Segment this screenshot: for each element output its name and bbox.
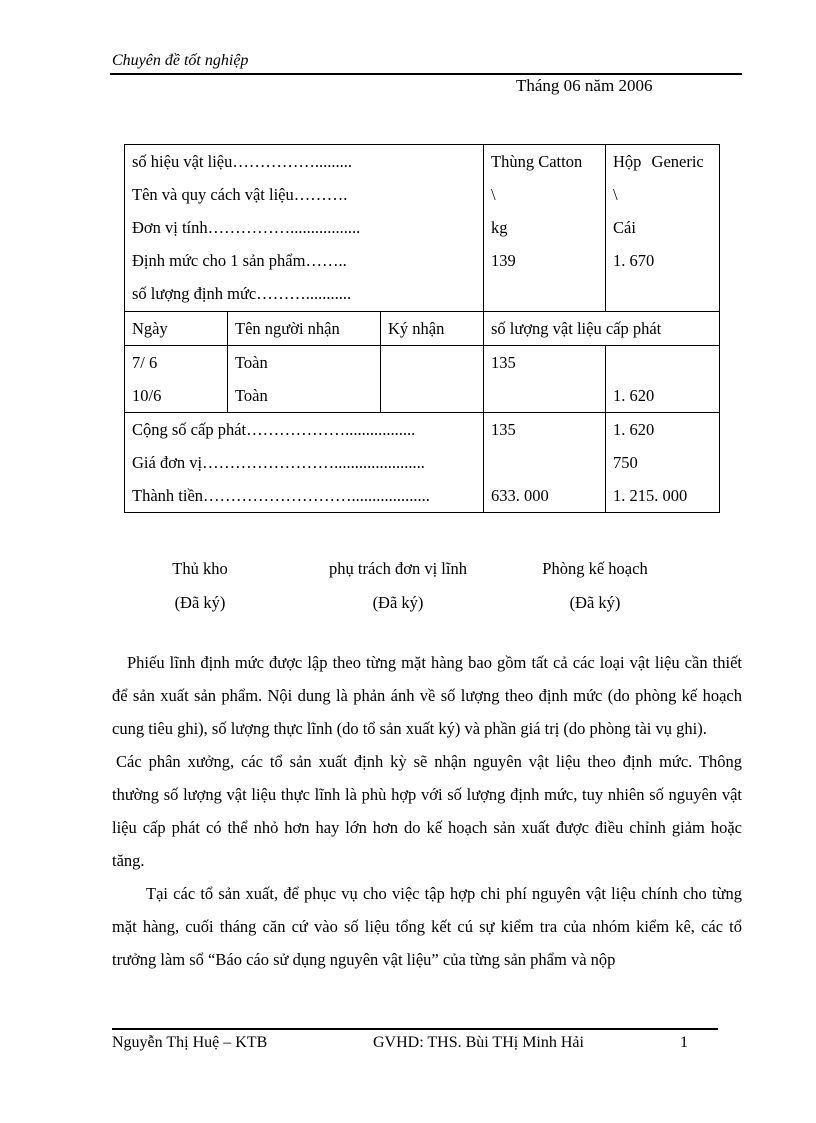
header-title: Chuyên đề tốt nghiệp xyxy=(112,52,249,69)
material-b-norm: 1. 670 xyxy=(613,251,655,270)
material-a-column xyxy=(484,145,606,312)
info-label: Đơn vị tính……………................. xyxy=(132,218,361,237)
paragraph-1: Phiếu lĩnh định mức được lập theo từng mặt hàng bao gồm tất cả các loại vật liệu cần thiết để sản xuất sản phẩm. Nội dung là phản ánh về số lượng theo định mức (do phòng kế hoạch cung tiêu ghi), số lượng thực lĩnh (do tổ sản xuất ký) và phần giá trị (do phòng tài vụ ghi). xyxy=(112,653,742,738)
signature-title: phụ trách đơn vị lĩnh xyxy=(329,559,467,578)
header-rule xyxy=(110,73,742,75)
material-a-spec: \ xyxy=(491,185,496,204)
material-b-unit: Cái xyxy=(613,218,636,237)
material-b-column xyxy=(606,145,720,312)
signature-planning xyxy=(520,552,670,620)
issue-receiver: Toàn xyxy=(235,353,268,372)
summary-a xyxy=(484,413,606,513)
signature-unit-head xyxy=(298,552,498,620)
footer-rule xyxy=(112,1028,718,1030)
issue-rows xyxy=(125,346,720,413)
signature-title: Thủ kho xyxy=(172,559,228,578)
footer-advisor: GVHD: THS. Bùi THị Minh Hải xyxy=(373,1034,584,1051)
material-a-name: Thùng Catton xyxy=(491,152,583,171)
info-label: Định mức cho 1 sản phẩm…….. xyxy=(132,251,347,270)
info-label: số lượng định mức………........... xyxy=(132,284,352,303)
summary-labels xyxy=(125,413,484,513)
issue-receiver: Toàn xyxy=(235,386,268,405)
issue-header-row xyxy=(125,312,720,346)
material-b-name: Hộp Generic xyxy=(613,152,704,171)
material-a-norm: 139 xyxy=(491,251,516,270)
summary-b-value: 1. 215. 000 xyxy=(613,486,688,505)
summary-row xyxy=(125,413,720,513)
signature-status: (Đã ký) xyxy=(174,593,226,612)
issue-signatures xyxy=(381,346,484,413)
summary-a-value: 135 xyxy=(491,420,516,439)
summary-a-value xyxy=(491,446,598,479)
page-number: 1 xyxy=(680,1034,688,1051)
material-info-labels xyxy=(125,145,484,312)
issue-qty-a-value xyxy=(491,379,598,412)
signature-status: (Đã ký) xyxy=(372,593,424,612)
material-b-spec: \ xyxy=(613,185,618,204)
material-info-row xyxy=(125,145,720,312)
summary-label: Giá đơn vị……………………...................... xyxy=(132,453,425,472)
issue-qty-a xyxy=(484,346,606,413)
summary-label: Cộng số cấp phát………………................. xyxy=(132,420,416,439)
body-text xyxy=(112,646,742,976)
material-issue-form xyxy=(124,144,720,513)
material-a-unit: kg xyxy=(491,218,508,237)
info-label: số hiệu vật liệu……………......... xyxy=(132,152,352,171)
footer-author: Nguyễn Thị Huệ – KTB xyxy=(112,1034,268,1051)
issue-date: 7/ 6 xyxy=(132,353,158,372)
summary-label: Thành tiền………………………................... xyxy=(132,486,430,505)
issue-qty-b xyxy=(606,346,720,413)
header-sign: Ký nhận xyxy=(381,312,484,346)
issue-dates xyxy=(125,346,228,413)
signature-status: (Đã ký) xyxy=(569,593,621,612)
summary-a-value: 633. 000 xyxy=(491,486,549,505)
header-receiver: Tên người nhận xyxy=(228,312,381,346)
header-qty: số lượng vật liệu cấp phát xyxy=(484,312,720,346)
signature-storekeeper xyxy=(140,552,260,620)
signature-block xyxy=(0,552,816,622)
report-date: Tháng 06 năm 2006 xyxy=(516,76,653,95)
paragraph-2: Các phân xưởng, các tổ sản xuất định kỳ sẽ nhận nguyên vật liệu theo định mức. Thông thường số lượng vật liệu thực lĩnh là phù hợp với số lượng định mức, tuy nhiên số nguyên vật liệu cấp phát có thể nhỏ hơn hay lớn hơn do kế hoạch sản xuất được điều chỉnh giảm hoặc tăng. xyxy=(112,752,742,870)
issue-qty-b-value: 1. 620 xyxy=(613,386,655,405)
info-label: Tên và quy cách vật liệu………. xyxy=(132,185,348,204)
paragraph-3: Tại các tổ sản xuất, để phục vụ cho việc tập hợp chi phí nguyên vật liệu chính cho từng mặt hàng, cuối tháng căn cứ vào số liệu tổng kết cú sự kiểm tra của nhóm kiểm kê, các tổ trưởng làm sổ “Báo cáo sử dụng nguyên vật liệu” của từng sản phẩm và nộp xyxy=(112,884,742,969)
issue-qty-b-value xyxy=(613,346,712,379)
summary-b-value: 1. 620 xyxy=(613,420,655,439)
issue-qty-a-value: 135 xyxy=(491,353,516,372)
summary-b xyxy=(606,413,720,513)
issue-date: 10/6 xyxy=(132,386,162,405)
issue-receivers xyxy=(228,346,381,413)
signature-title: Phòng kế hoạch xyxy=(542,559,648,578)
header-date: Ngày xyxy=(125,312,228,346)
summary-b-value: 750 xyxy=(613,453,638,472)
